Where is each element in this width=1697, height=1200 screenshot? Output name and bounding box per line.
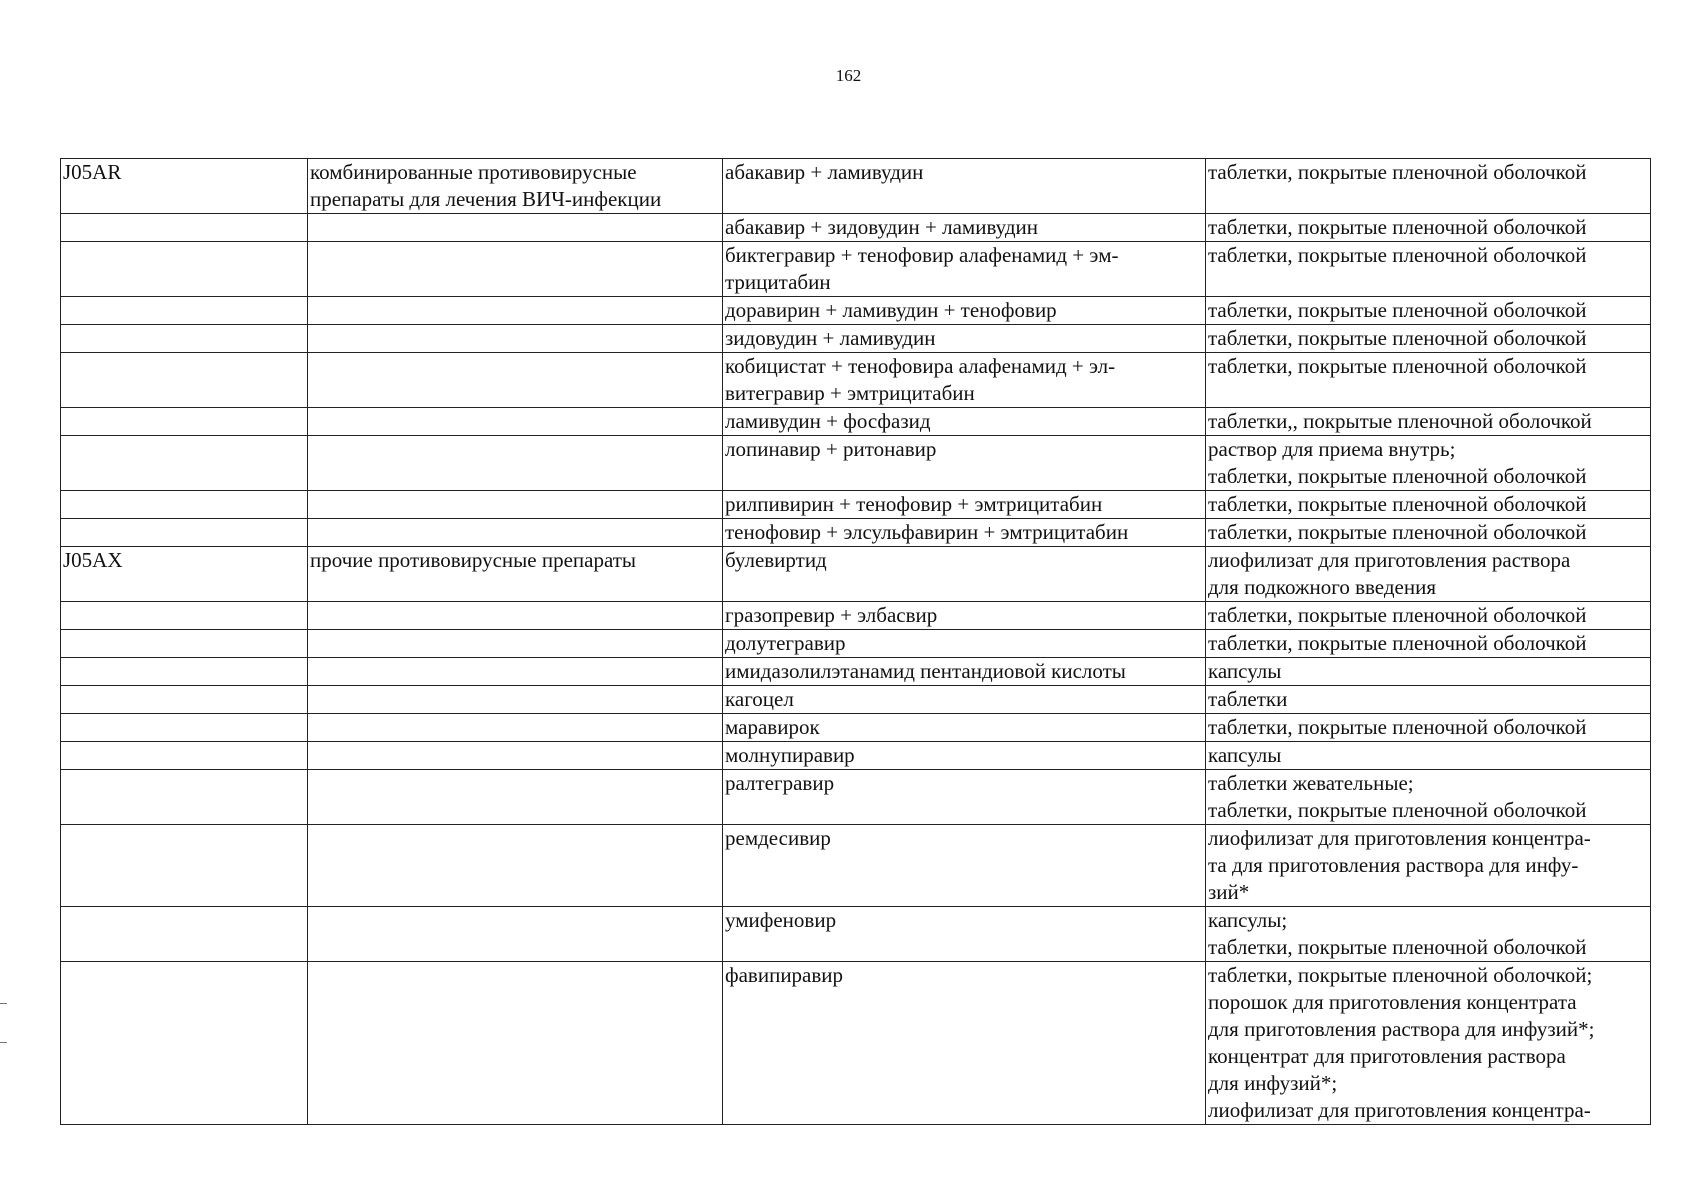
pharmacological-group-cell bbox=[308, 825, 723, 907]
dosage-form-cell: таблетки, покрытые пленочной оболочкой bbox=[1206, 519, 1651, 547]
atc-code-cell bbox=[61, 742, 308, 770]
atc-code-cell bbox=[61, 770, 308, 825]
atc-code-cell bbox=[61, 297, 308, 325]
drug-name-cell: гразопревир + элбасвир bbox=[723, 602, 1206, 630]
drug-name-cell: имидазолилэтанамид пентандиовой кислоты bbox=[723, 658, 1206, 686]
pharmacological-group-cell: прочие противовирусные препараты bbox=[308, 547, 723, 602]
drug-name-cell: ламивудин + фосфазид bbox=[723, 408, 1206, 436]
table-row bbox=[61, 714, 1651, 742]
page-number: 162 bbox=[835, 66, 862, 85]
pharmacological-group-cell: комбинированные противовирусные препараты для лечения ВИЧ-инфекции bbox=[308, 159, 723, 214]
table-row bbox=[61, 770, 1651, 825]
table-row bbox=[61, 742, 1651, 770]
table-row bbox=[61, 658, 1651, 686]
drug-name-cell: абакавир + ламивудин bbox=[723, 159, 1206, 214]
pharmacological-group-cell bbox=[308, 325, 723, 353]
dosage-form-cell: таблетки, покрытые пленочной оболочкой bbox=[1206, 353, 1651, 408]
drug-name-cell: маравирок bbox=[723, 714, 1206, 742]
pharmacological-group-cell bbox=[308, 714, 723, 742]
drug-name-cell: биктегравир + тенофовир алафенамид + эм- трицитабин bbox=[723, 242, 1206, 297]
atc-code-cell bbox=[61, 825, 308, 907]
dosage-form-cell: таблетки, покрытые пленочной оболочкой bbox=[1206, 630, 1651, 658]
atc-code-cell: J05AX bbox=[61, 547, 308, 602]
table-row bbox=[61, 325, 1651, 353]
drug-name-cell: абакавир + зидовудин + ламивудин bbox=[723, 214, 1206, 242]
pharmacological-group-cell bbox=[308, 742, 723, 770]
drug-name-cell: тенофовир + элсульфавирин + эмтрицитабин bbox=[723, 519, 1206, 547]
table-row bbox=[61, 436, 1651, 491]
drug-name-cell: зидовудин + ламивудин bbox=[723, 325, 1206, 353]
drug-name-cell: рилпивирин + тенофовир + эмтрицитабин bbox=[723, 491, 1206, 519]
pharmacological-group-cell bbox=[308, 491, 723, 519]
dosage-form-cell: таблетки, покрытые пленочной оболочкой bbox=[1206, 491, 1651, 519]
table-row bbox=[61, 242, 1651, 297]
table-row bbox=[61, 214, 1651, 242]
atc-code-cell bbox=[61, 630, 308, 658]
table-row bbox=[61, 159, 1651, 214]
atc-code-cell bbox=[61, 436, 308, 491]
atc-code-cell bbox=[61, 325, 308, 353]
pharmacological-group-cell bbox=[308, 408, 723, 436]
drug-name-cell: фавипиравир bbox=[723, 962, 1206, 1125]
scan-edge-mark bbox=[0, 1003, 7, 1004]
atc-code-cell bbox=[61, 242, 308, 297]
dosage-form-cell: капсулы bbox=[1206, 658, 1651, 686]
table-row bbox=[61, 297, 1651, 325]
atc-code-cell bbox=[61, 907, 308, 962]
dosage-form-cell: таблетки, покрытые пленочной оболочкой; порошок для приготовления концентрата для приготовления раствора для инфузий*; концентрат для приготовления раствора для инфузий*; лиофилизат для приготовления концентра- bbox=[1206, 962, 1651, 1125]
pharmacological-group-cell bbox=[308, 770, 723, 825]
table-row bbox=[61, 962, 1651, 1125]
dosage-form-cell: таблетки,, покрытые пленочной оболочкой bbox=[1206, 408, 1651, 436]
scan-edge-mark bbox=[0, 1042, 7, 1043]
pharmacological-group-cell bbox=[308, 214, 723, 242]
pharmacological-group-cell bbox=[308, 436, 723, 491]
atc-code-cell bbox=[61, 686, 308, 714]
drug-name-cell: доравирин + ламивудин + тенофовир bbox=[723, 297, 1206, 325]
table-row bbox=[61, 519, 1651, 547]
dosage-form-cell: капсулы; таблетки, покрытые пленочной оболочкой bbox=[1206, 907, 1651, 962]
table-row bbox=[61, 825, 1651, 907]
dosage-form-cell: таблетки, покрытые пленочной оболочкой bbox=[1206, 159, 1651, 214]
pharmacological-group-cell bbox=[308, 602, 723, 630]
dosage-form-cell: таблетки, покрытые пленочной оболочкой bbox=[1206, 242, 1651, 297]
atc-code-cell bbox=[61, 962, 308, 1125]
dosage-form-cell: таблетки жевательные; таблетки, покрытые пленочной оболочкой bbox=[1206, 770, 1651, 825]
drug-name-cell: булевиртид bbox=[723, 547, 1206, 602]
dosage-form-cell: лиофилизат для приготовления концентра- та для приготовления раствора для инфу- зий* bbox=[1206, 825, 1651, 907]
table-row bbox=[61, 907, 1651, 962]
dosage-form-cell: лиофилизат для приготовления раствора для подкожного введения bbox=[1206, 547, 1651, 602]
drug-name-cell: молнупиравир bbox=[723, 742, 1206, 770]
pharmacological-group-cell bbox=[308, 297, 723, 325]
atc-code-cell bbox=[61, 353, 308, 408]
dosage-form-cell: таблетки, покрытые пленочной оболочкой bbox=[1206, 214, 1651, 242]
dosage-form-cell: таблетки, покрытые пленочной оболочкой bbox=[1206, 602, 1651, 630]
drug-name-cell: долутегравир bbox=[723, 630, 1206, 658]
dosage-form-cell: таблетки, покрытые пленочной оболочкой bbox=[1206, 714, 1651, 742]
atc-code-cell bbox=[61, 519, 308, 547]
atc-code-cell bbox=[61, 658, 308, 686]
pharmacological-group-cell bbox=[308, 630, 723, 658]
pharmacological-group-cell bbox=[308, 353, 723, 408]
table-row bbox=[61, 491, 1651, 519]
pharmacological-group-cell bbox=[308, 519, 723, 547]
table-row bbox=[61, 686, 1651, 714]
pharmacological-group-cell bbox=[308, 686, 723, 714]
drug-name-cell: кагоцел bbox=[723, 686, 1206, 714]
dosage-form-cell: таблетки bbox=[1206, 686, 1651, 714]
table-row bbox=[61, 547, 1651, 602]
pharmacological-group-cell bbox=[308, 907, 723, 962]
dosage-form-cell: капсулы bbox=[1206, 742, 1651, 770]
drug-name-cell: умифеновир bbox=[723, 907, 1206, 962]
table-row bbox=[61, 408, 1651, 436]
atc-code-cell bbox=[61, 408, 308, 436]
atc-code-cell bbox=[61, 602, 308, 630]
drug-name-cell: кобицистат + тенофовира алафенамид + эл- витегравир + эмтрицитабин bbox=[723, 353, 1206, 408]
table-row bbox=[61, 602, 1651, 630]
drug-name-cell: ремдесивир bbox=[723, 825, 1206, 907]
dosage-form-cell: раствор для приема внутрь; таблетки, покрытые пленочной оболочкой bbox=[1206, 436, 1651, 491]
atc-code-cell bbox=[61, 491, 308, 519]
drug-name-cell: лопинавир + ритонавир bbox=[723, 436, 1206, 491]
atc-code-cell bbox=[61, 714, 308, 742]
pharmacological-group-cell bbox=[308, 242, 723, 297]
dosage-form-cell: таблетки, покрытые пленочной оболочкой bbox=[1206, 325, 1651, 353]
drug-name-cell: ралтегравир bbox=[723, 770, 1206, 825]
drug-table bbox=[60, 158, 1651, 1125]
pharmacological-group-cell bbox=[308, 962, 723, 1125]
dosage-form-cell: таблетки, покрытые пленочной оболочкой bbox=[1206, 297, 1651, 325]
atc-code-cell: J05AR bbox=[61, 159, 308, 214]
table-row bbox=[61, 630, 1651, 658]
atc-code-cell bbox=[61, 214, 308, 242]
pharmacological-group-cell bbox=[308, 658, 723, 686]
table-row bbox=[61, 353, 1651, 408]
